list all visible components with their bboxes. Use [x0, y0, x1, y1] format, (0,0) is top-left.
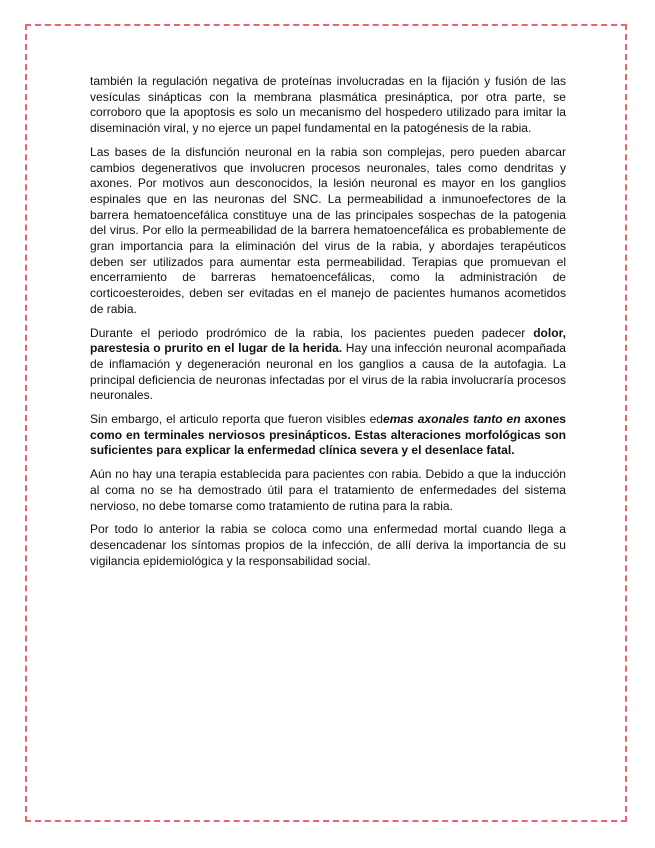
bold-text: axones como en terminales nerviosos presinápticos. Estas alteraciones morfológicas son suficientes para explicar la enfermedad clínica severa y el desenlace fatal.	[90, 412, 566, 458]
paragraph-2	[90, 145, 566, 318]
paragraph-text: Por todo lo anterior la rabia se coloca como una enfermedad mortal cuando llega a desencadenar los síntomas propios de la infección, de allí deriva la importancia de su vigilancia epidemiológica y la responsabilidad social.	[90, 522, 566, 568]
paragraph-text: Aún no hay una terapia establecida para pacientes con rabia. Debido a que la inducción al coma no se ha demostrado útil para el tratamiento de enfermedades del sistema nervioso, no debe tomarse como tratamiento de rutina para la rabia.	[90, 467, 566, 513]
paragraph-1	[90, 74, 566, 137]
paragraph-text: Durante el periodo prodrómico de la rabia, los pacientes pueden padecer	[90, 325, 534, 340]
bold-italic-text: emas axonales tanto en	[383, 412, 521, 427]
paragraph-4	[90, 412, 566, 459]
paragraph-6	[90, 522, 566, 569]
paragraph-text: Sin embargo, el articulo reporta que fueron visibles ed	[90, 412, 384, 427]
paragraph-text: también la regulación negativa de proteínas involucradas en la fijación y fusión de las vesículas sinápticas con la membrana plasmática presináptica, por otra parte, se corroboro que la apoptosis es solo un mecanismo del hospedero utilizado para imitar la diseminación viral, y no ejerce un papel fundamental en la patogénesis de la rabia.	[90, 74, 566, 136]
document-body	[90, 74, 566, 577]
paragraph-3	[90, 326, 566, 405]
paragraph-5	[90, 467, 566, 514]
paragraph-text: Las bases de la disfunción neuronal en la rabia son complejas, pero pueden abarcar cambios degenerativos que involucren procesos neuronales, tales como dendritas y axones. Por motivos aun desconocidos, la lesión neuronal es mayor en los ganglios espinales que en las neuronas del SNC. La permeabilidad a inmunoefectores de la barrera hematoencefálica constituye una de las principales sospechas de la patogenia del virus. Por ello la permeabilidad de la barrera hematoencefálica es probablemente de gran importancia para la eliminación del virus de la rabia, y abordajes terapéuticos deben ser utilizados para aumentar esta permeabilidad. Terapias que promuevan el encerramiento de barreras hematoencefálicas, como la administración de corticoesteroides, deben ser evitadas en el manejo de pacientes humanos acometidos de rabia.	[90, 144, 566, 316]
bold-text: dolor, parestesia o prurito en el lugar de la herida.	[90, 325, 566, 356]
paragraph-text: Hay una infección neuronal acompañada de inflamación y degeneración neuronal en los ganglios a causa de la autofagia. La principal deficiencia de neuronas infectadas por el virus de la rabia involucraría procesos neuronales.	[90, 341, 566, 403]
